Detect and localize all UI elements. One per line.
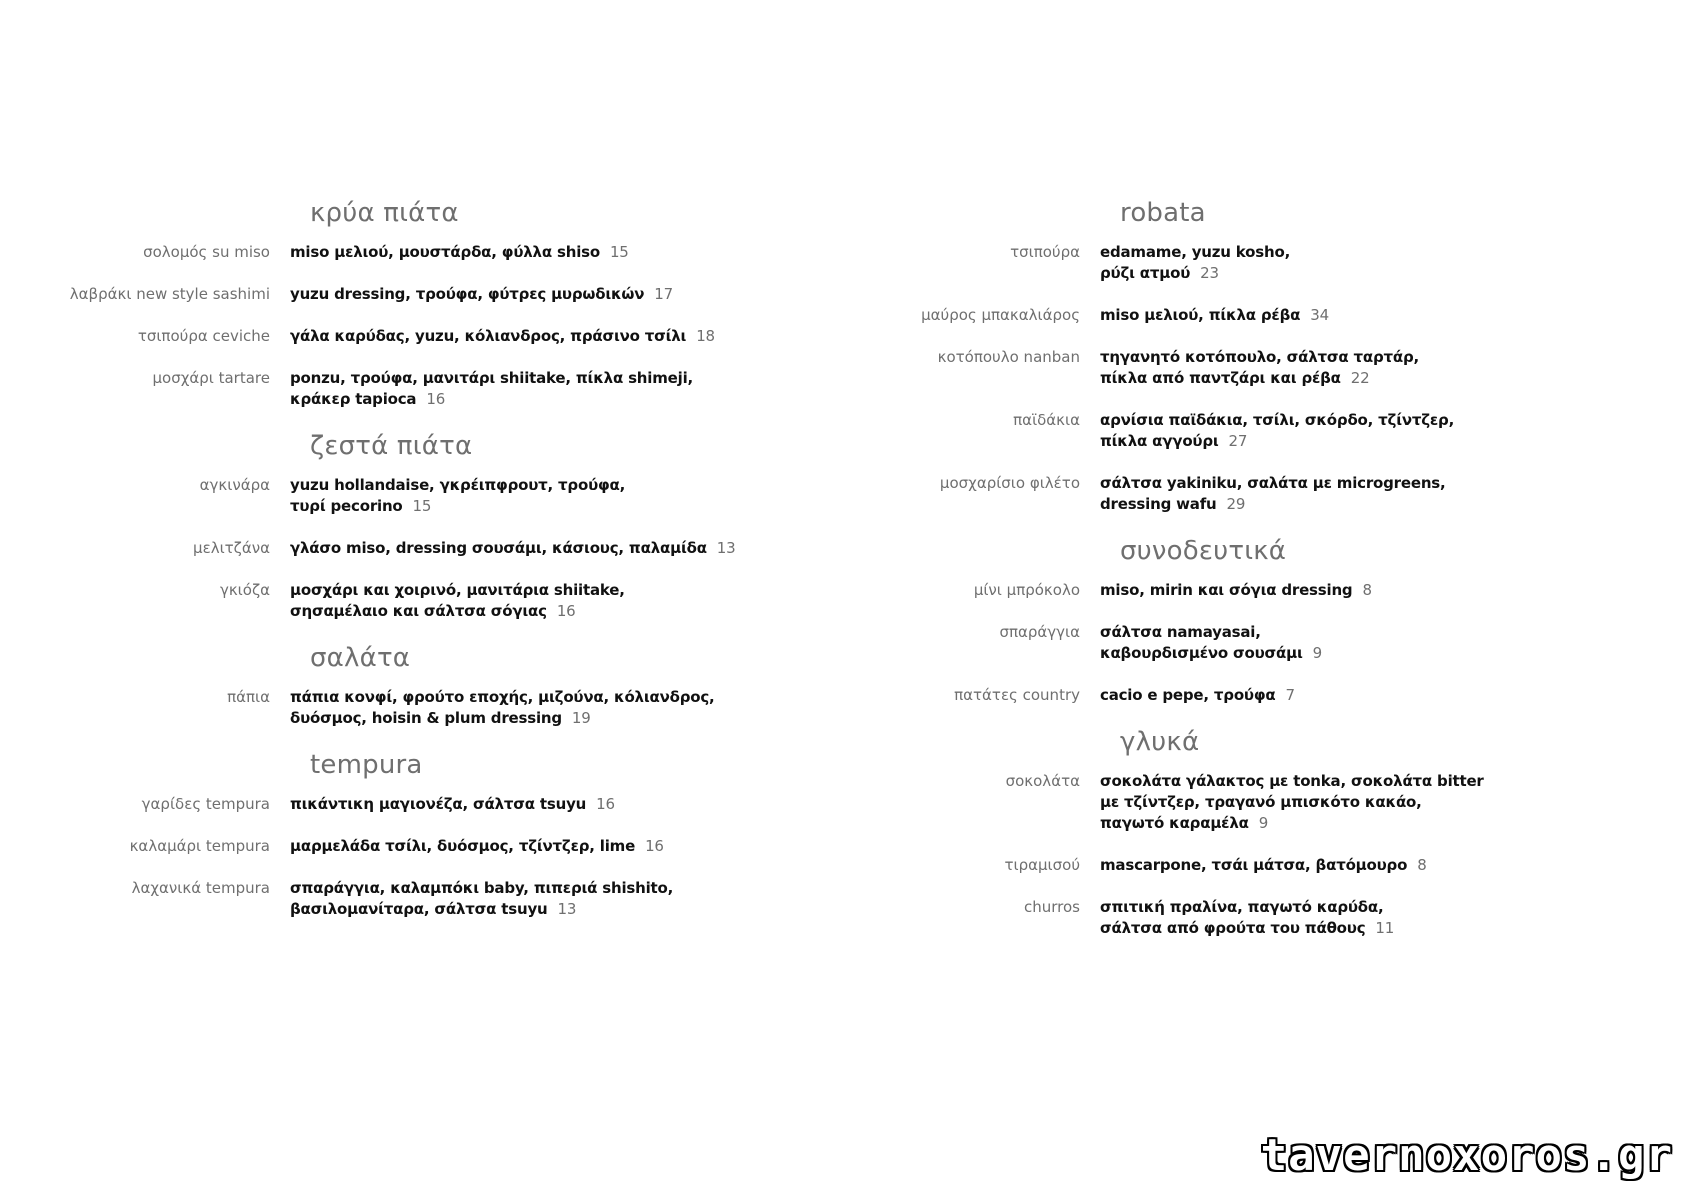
item-name: λαβράκι new style sashimi (69, 285, 270, 303)
description-line (1100, 771, 1570, 792)
description-line (290, 899, 760, 920)
description-text: κράκερ tapioca (290, 390, 417, 408)
description-text: γάλα καρύδας, yuzu, κόλιανδρος, πράσινο τσίλι (290, 327, 687, 345)
description-line (1100, 347, 1570, 368)
item-description (290, 326, 760, 347)
description-text: μαρμελάδα τσίλι, δυόσμος, τζίντζερ, lime (290, 837, 636, 855)
item-price: 13 (557, 900, 577, 918)
item-description (1100, 410, 1570, 452)
menu-item (0, 538, 760, 559)
description-text: yuzu hollandaise, γκρέιπφρουτ, τρούφα, (290, 476, 626, 494)
item-description (1100, 685, 1570, 706)
menu-item (810, 242, 1570, 284)
item-description (290, 475, 760, 517)
description-line (290, 794, 760, 815)
description-line (1100, 368, 1570, 389)
item-description (290, 368, 760, 410)
item-description (290, 794, 760, 815)
description-text: ponzu, τρούφα, μανιτάρι shiitake, πίκλα shimeji, (290, 369, 694, 387)
menu-item (0, 368, 760, 410)
item-price: 23 (1200, 264, 1219, 282)
description-line (1100, 855, 1570, 876)
item-price: 16 (596, 795, 615, 813)
menu-section (0, 198, 760, 410)
description-line (290, 284, 760, 305)
description-text: σοκολάτα γάλακτος με tonka, σοκολάτα bitter (1100, 772, 1484, 790)
description-line (1100, 685, 1570, 706)
menu-section (810, 536, 1570, 706)
item-price: 17 (654, 285, 673, 303)
menu-item (810, 305, 1570, 326)
item-description (1100, 580, 1570, 601)
description-line (1100, 305, 1570, 326)
menu-item (810, 771, 1570, 834)
description-text: πίκλα από παντζάρι και ρέβα (1100, 369, 1341, 387)
item-name: σολομός su miso (143, 243, 270, 261)
item-description (1100, 622, 1570, 664)
menu-column-right (810, 198, 1570, 960)
item-description (1100, 897, 1570, 939)
item-name: τιραμισού (1004, 856, 1080, 874)
description-line (1100, 918, 1570, 939)
menu-item (0, 326, 760, 347)
menu-item (0, 242, 760, 263)
description-text: miso, mirin και σόγια dressing (1100, 581, 1353, 599)
description-text: πίκλα αγγούρι (1100, 432, 1219, 450)
description-text: αρνίσια παϊδάκια, τσίλι, σκόρδο, τζίντζερ, (1100, 411, 1455, 429)
item-description (290, 580, 760, 622)
description-text: σπαράγγια, καλαμπόκι baby, πιπεριά shishito, (290, 879, 674, 897)
description-text: σησαμέλαιο και σάλτσα σόγιας (290, 602, 547, 620)
item-price: 19 (571, 709, 591, 727)
menu-item (810, 855, 1570, 876)
section-heading: κρύα πιάτα (310, 198, 459, 228)
description-text: miso μελιού, μουστάρδα, φύλλα shiso (290, 243, 600, 261)
item-price: 9 (1312, 644, 1322, 662)
description-line (290, 538, 760, 559)
item-price: 22 (1350, 369, 1370, 387)
item-description (1100, 771, 1570, 834)
description-line (1100, 242, 1570, 263)
menu-item (0, 284, 760, 305)
section-heading: σαλάτα (310, 643, 411, 673)
watermark: tavernoxoros.gr (1260, 1130, 1673, 1181)
item-name: πατάτες country (954, 686, 1080, 704)
item-name: γαρίδες tempura (141, 795, 270, 813)
item-description (1100, 855, 1570, 876)
description-text: dressing wafu (1100, 495, 1217, 513)
description-line (290, 326, 760, 347)
description-text: ρύζι ατμού (1100, 264, 1191, 282)
menu-item (810, 622, 1570, 664)
description-line (1100, 813, 1570, 834)
description-text: yuzu dressing, τρούφα, φύτρες μυρωδικών (290, 285, 645, 303)
menu-section (0, 643, 760, 729)
description-text: μοσχάρι και χοιρινό, μανιτάρια shiitake, (290, 581, 625, 599)
section-heading: tempura (310, 750, 423, 780)
item-name: churros (1024, 898, 1080, 916)
item-price: 34 (1310, 306, 1329, 324)
description-text: με τζίντζερ, τραγανό μπισκότο κακάο, (1100, 793, 1422, 811)
item-name: μοσχαρίσιο φιλέτο (939, 474, 1080, 492)
section-heading: ζεστά πιάτα (310, 431, 473, 461)
item-description (290, 836, 760, 857)
description-line (290, 836, 760, 857)
menu-section (0, 750, 760, 920)
menu-item (810, 580, 1570, 601)
item-name: μαύρος μπακαλιάρος (921, 306, 1080, 324)
description-line (1100, 622, 1570, 643)
item-price: 18 (696, 327, 715, 345)
description-text: τηγανητό κοτόπουλο, σάλτσα ταρτάρ, (1100, 348, 1420, 366)
description-line (290, 389, 760, 410)
description-line (1100, 431, 1570, 452)
description-line (1100, 473, 1570, 494)
item-name: γκιόζα (219, 581, 270, 599)
menu-section (810, 198, 1570, 515)
description-text: παγωτό καραμέλα (1100, 814, 1249, 832)
menu-section (0, 431, 760, 622)
item-name: μοσχάρι tartare (152, 369, 270, 387)
item-description (1100, 242, 1570, 284)
item-price: 27 (1228, 432, 1248, 450)
description-text: σπιτική πραλίνα, παγωτό καρύδα, (1100, 898, 1384, 916)
item-description (290, 284, 760, 305)
description-line (290, 687, 760, 708)
description-text: mascarpone, τσάι μάτσα, βατόμουρο (1100, 856, 1408, 874)
description-line (1100, 494, 1570, 515)
description-line (1100, 643, 1570, 664)
item-description (1100, 305, 1570, 326)
description-text: τυρί pecorino (290, 497, 403, 515)
item-price: 15 (609, 243, 629, 261)
menu-item (810, 897, 1570, 939)
menu-item (0, 794, 760, 815)
description-line (1100, 580, 1570, 601)
description-text: σάλτσα από φρούτα του πάθους (1100, 919, 1366, 937)
item-price: 8 (1362, 581, 1372, 599)
item-name: μίνι μπρόκολο (973, 581, 1080, 599)
item-description (290, 878, 760, 920)
description-text: πικάντικη μαγιονέζα, σάλτσα tsuyu (290, 795, 587, 813)
item-description (290, 687, 760, 729)
menu-item (810, 347, 1570, 389)
description-text: δυόσμος, hoisin & plum dressing (290, 709, 562, 727)
description-line (290, 601, 760, 622)
item-price: 15 (412, 497, 432, 515)
item-description (1100, 347, 1570, 389)
item-name: πάπια (227, 688, 270, 706)
description-line (1100, 897, 1570, 918)
item-name: λαχανικά tempura (131, 879, 270, 897)
menu-section (810, 727, 1570, 939)
description-line (1100, 792, 1570, 813)
section-heading: γλυκά (1120, 727, 1200, 757)
item-description (290, 242, 760, 263)
section-heading: συνοδευτικά (1120, 536, 1287, 566)
description-line (290, 368, 760, 389)
menu-item (0, 878, 760, 920)
description-text: σάλτσα yakiniku, σαλάτα με microgreens, (1100, 474, 1446, 492)
item-name: παϊδάκια (1013, 411, 1080, 429)
description-line (290, 496, 760, 517)
item-price: 9 (1258, 814, 1269, 832)
description-text: βασιλομανίταρα, σάλτσα tsuyu (290, 900, 548, 918)
item-price: 11 (1375, 919, 1395, 937)
description-line (290, 878, 760, 899)
item-name: σπαράγγια (999, 623, 1080, 641)
menu-item (810, 473, 1570, 515)
description-line (1100, 263, 1570, 284)
description-text: πάπια κονφί, φρούτο εποχής, μιζούνα, κόλιανδρος, (290, 688, 715, 706)
description-line (1100, 410, 1570, 431)
description-text: cacio e pepe, τρούφα (1100, 686, 1276, 704)
item-description (1100, 473, 1570, 515)
item-price: 16 (426, 390, 446, 408)
item-name: κοτόπουλο nanban (937, 348, 1080, 366)
item-name: σοκολάτα (1005, 772, 1080, 790)
item-price: 29 (1226, 495, 1246, 513)
item-price: 16 (556, 602, 576, 620)
description-text: edamame, yuzu kosho, (1100, 243, 1291, 261)
description-text: σάλτσα namayasai, (1100, 623, 1261, 641)
description-text: γλάσο miso, dressing σουσάμι, κάσιους, παλαμίδα (290, 539, 707, 557)
menu-item (0, 836, 760, 857)
description-line (290, 708, 760, 729)
item-price: 16 (645, 837, 664, 855)
menu-item (0, 687, 760, 729)
description-text: miso μελιού, πίκλα ρέβα (1100, 306, 1301, 324)
menu-item (810, 410, 1570, 452)
description-line (290, 242, 760, 263)
item-name: μελιτζάνα (193, 539, 270, 557)
menu-column-left (0, 198, 760, 941)
menu-item (810, 685, 1570, 706)
item-name: τσιπούρα ceviche (137, 327, 270, 345)
section-heading: robata (1120, 198, 1206, 228)
description-line (290, 580, 760, 601)
item-name: καλαμάρι tempura (129, 837, 270, 855)
menu-item (0, 580, 760, 622)
item-price: 7 (1285, 686, 1295, 704)
item-name: τσιπούρα (1010, 243, 1080, 261)
description-text: καβουρδισμένο σουσάμι (1100, 644, 1303, 662)
item-name: αγκινάρα (199, 476, 270, 494)
item-description (290, 538, 760, 559)
item-price: 8 (1417, 856, 1427, 874)
menu-item (0, 475, 760, 517)
description-line (290, 475, 760, 496)
item-price: 13 (716, 539, 736, 557)
